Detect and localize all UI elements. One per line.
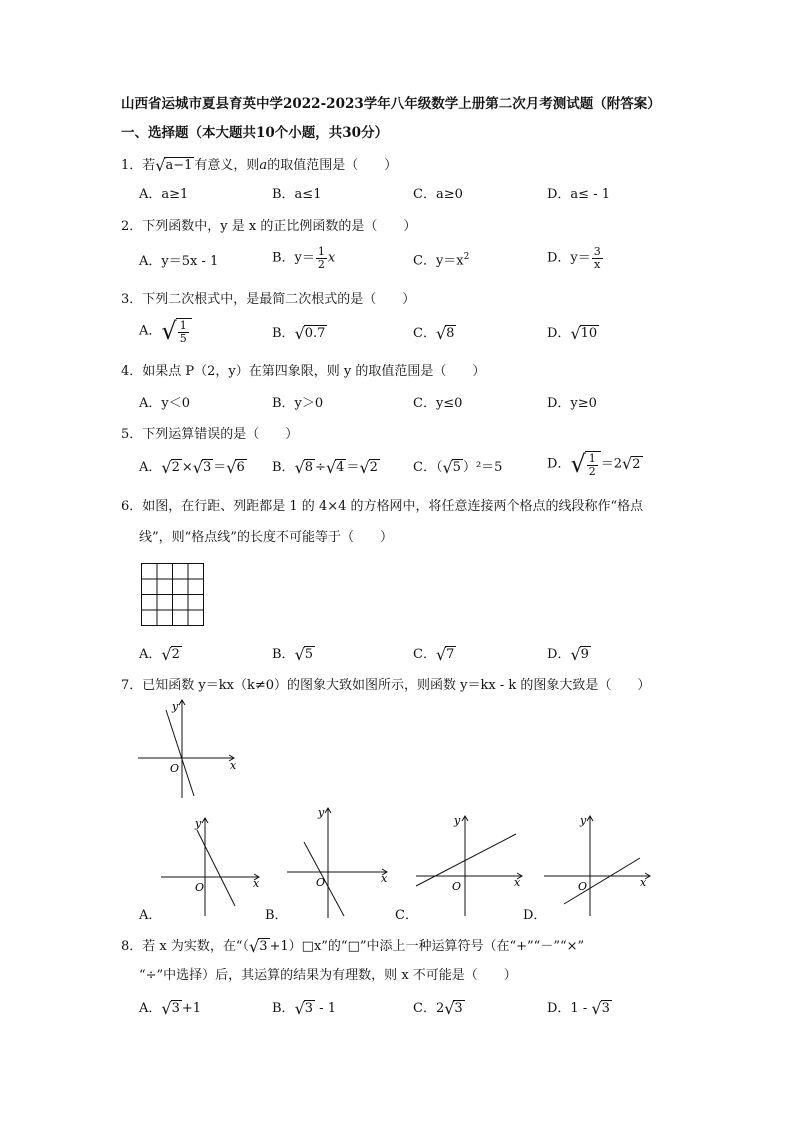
q2-option-c[interactable]: C．$y=x^2$ <box>413 252 470 269</box>
q1-mid: 有意义，则 <box>194 157 260 173</box>
q7-option-c[interactable]: C． <box>395 908 418 923</box>
q2-option-d[interactable]: D．y＝ $\frac{3}{x}$ <box>547 245 601 271</box>
graph-d-x-label: x <box>640 876 647 889</box>
q5-option-b[interactable]: B．√8 ÷√4 ＝√2 <box>272 457 378 477</box>
q8-option-d[interactable]: D．1 - √3 <box>547 998 610 1018</box>
graph-b-y-label: y <box>318 806 325 819</box>
document-title: 山西省运城市夏县育英中学2022-2023学年八年级数学上册第二次月考测试题（附答案） <box>121 96 661 112</box>
q8-option-c[interactable]: C．2√3 <box>413 998 463 1018</box>
grid-figure <box>141 563 205 627</box>
graph-c-y-label: y <box>454 814 461 827</box>
q1-option-d[interactable]: D．a≤ - 1 <box>547 187 610 202</box>
question-8-line-2: “÷”中选择）后，其运算的结果为有理数，则 x 不可能是（ ） <box>139 968 517 983</box>
q2-option-b[interactable]: B．y＝ $\frac{1}{2}$ x <box>272 245 336 271</box>
q1-var: a <box>259 157 268 173</box>
section-heading: 一、选择题（本大题共10个小题，共30分） <box>121 125 389 141</box>
q1-radical: √a−1 <box>155 155 193 175</box>
question-2-stem: 2．下列函数中，y 是 x 的正比例函数的是（ ） <box>121 219 417 234</box>
question-1-stem <box>121 157 397 174</box>
q7-graph-b <box>283 800 393 920</box>
main-graph <box>130 694 250 804</box>
q3-option-b[interactable]: B．√0.7 <box>272 323 326 343</box>
q7-graph-d <box>540 808 655 920</box>
main-y-label: y <box>172 700 179 713</box>
q8-option-a[interactable]: A．√3 +1 <box>139 998 202 1018</box>
q6-option-d[interactable]: D．√9 <box>547 644 589 664</box>
q5-option-c[interactable]: C．（√5 ）²＝5 <box>413 457 503 477</box>
question-6-line-1: 6．如图，在行距、列距都是 1 的 4×4 的方格网中，将任意连接两个格点的线段称作“格点 <box>121 499 644 514</box>
graph-c-x-label: x <box>514 876 521 889</box>
graph-a-y-label: y <box>195 817 202 830</box>
question-7-stem: 7．已知函数 y＝kx（k≠0）的图象大致如图所示，则函数 y＝kx - k 的图象大致是（ ） <box>121 678 651 693</box>
question-8-line-1: 8．若 x 为实数，在“（√3 +1）□x”的“□”中添上一种运算符号（在“+”“－”“×” <box>121 936 585 956</box>
q5-option-d[interactable]: D．√ $\frac{1}{2}$ ＝2√2 <box>547 450 641 479</box>
graph-d-origin: O <box>578 880 588 893</box>
q2-option-a[interactable]: A．y＝5x - 1 <box>139 254 219 269</box>
graph-a-x-label: x <box>253 877 260 890</box>
q1-option-b[interactable]: B．a≤1 <box>272 187 322 202</box>
question-4-stem: 4．如果点 P（2，y）在第四象限，则 y 的取值范围是（ ） <box>121 364 486 379</box>
q4-option-a[interactable]: A．y＜0 <box>139 396 191 411</box>
q4-option-c[interactable]: C．y≤0 <box>413 396 463 411</box>
graph-d-y-label: y <box>580 814 587 827</box>
q3-option-d[interactable]: D．√10 <box>547 323 598 343</box>
graph-a-origin: O <box>195 881 205 894</box>
q1-prefix: 1．若 <box>121 157 156 173</box>
q6-option-c[interactable]: C．√7 <box>413 644 455 664</box>
q5-option-a[interactable]: A．√2 ×√3 ＝√6 <box>139 457 245 477</box>
q7-graph-a <box>155 810 265 920</box>
q7-graph-c <box>412 808 527 920</box>
q4-option-b[interactable]: B．y＞0 <box>272 396 324 411</box>
main-x-label: x <box>230 759 237 772</box>
graph-b-x-label: x <box>381 872 388 885</box>
q7-option-a[interactable]: A． <box>139 908 162 923</box>
q8-option-b[interactable]: B．√3 - 1 <box>272 998 336 1018</box>
question-3-stem: 3．下列二次根式中，是最简二次根式的是（ ） <box>121 292 416 307</box>
graph-c-origin: O <box>452 880 462 893</box>
q3-option-a[interactable]: A．√ $\frac{1}{5}$ <box>139 318 192 344</box>
q4-option-d[interactable]: D．y≥0 <box>547 396 597 411</box>
q1-option-a[interactable]: A．a≥1 <box>139 187 189 202</box>
q6-option-b[interactable]: B．√5 <box>272 644 314 664</box>
graph-b-origin: O <box>316 876 326 889</box>
question-5-stem: 5．下列运算错误的是（ ） <box>121 427 299 442</box>
q7-option-d[interactable]: D． <box>523 908 547 923</box>
main-origin-label: O <box>170 762 180 775</box>
q7-option-b[interactable]: B． <box>265 908 288 923</box>
question-6-line-2: 线”，则“格点线”的长度不可能等于（ ） <box>139 530 393 545</box>
q1-option-c[interactable]: C．a≥0 <box>413 187 463 202</box>
q1-tail: 的取值范围是（ ） <box>267 157 398 173</box>
q3-option-c[interactable]: C．√8 <box>413 323 455 343</box>
q6-option-a[interactable]: A．√2 <box>139 644 180 664</box>
